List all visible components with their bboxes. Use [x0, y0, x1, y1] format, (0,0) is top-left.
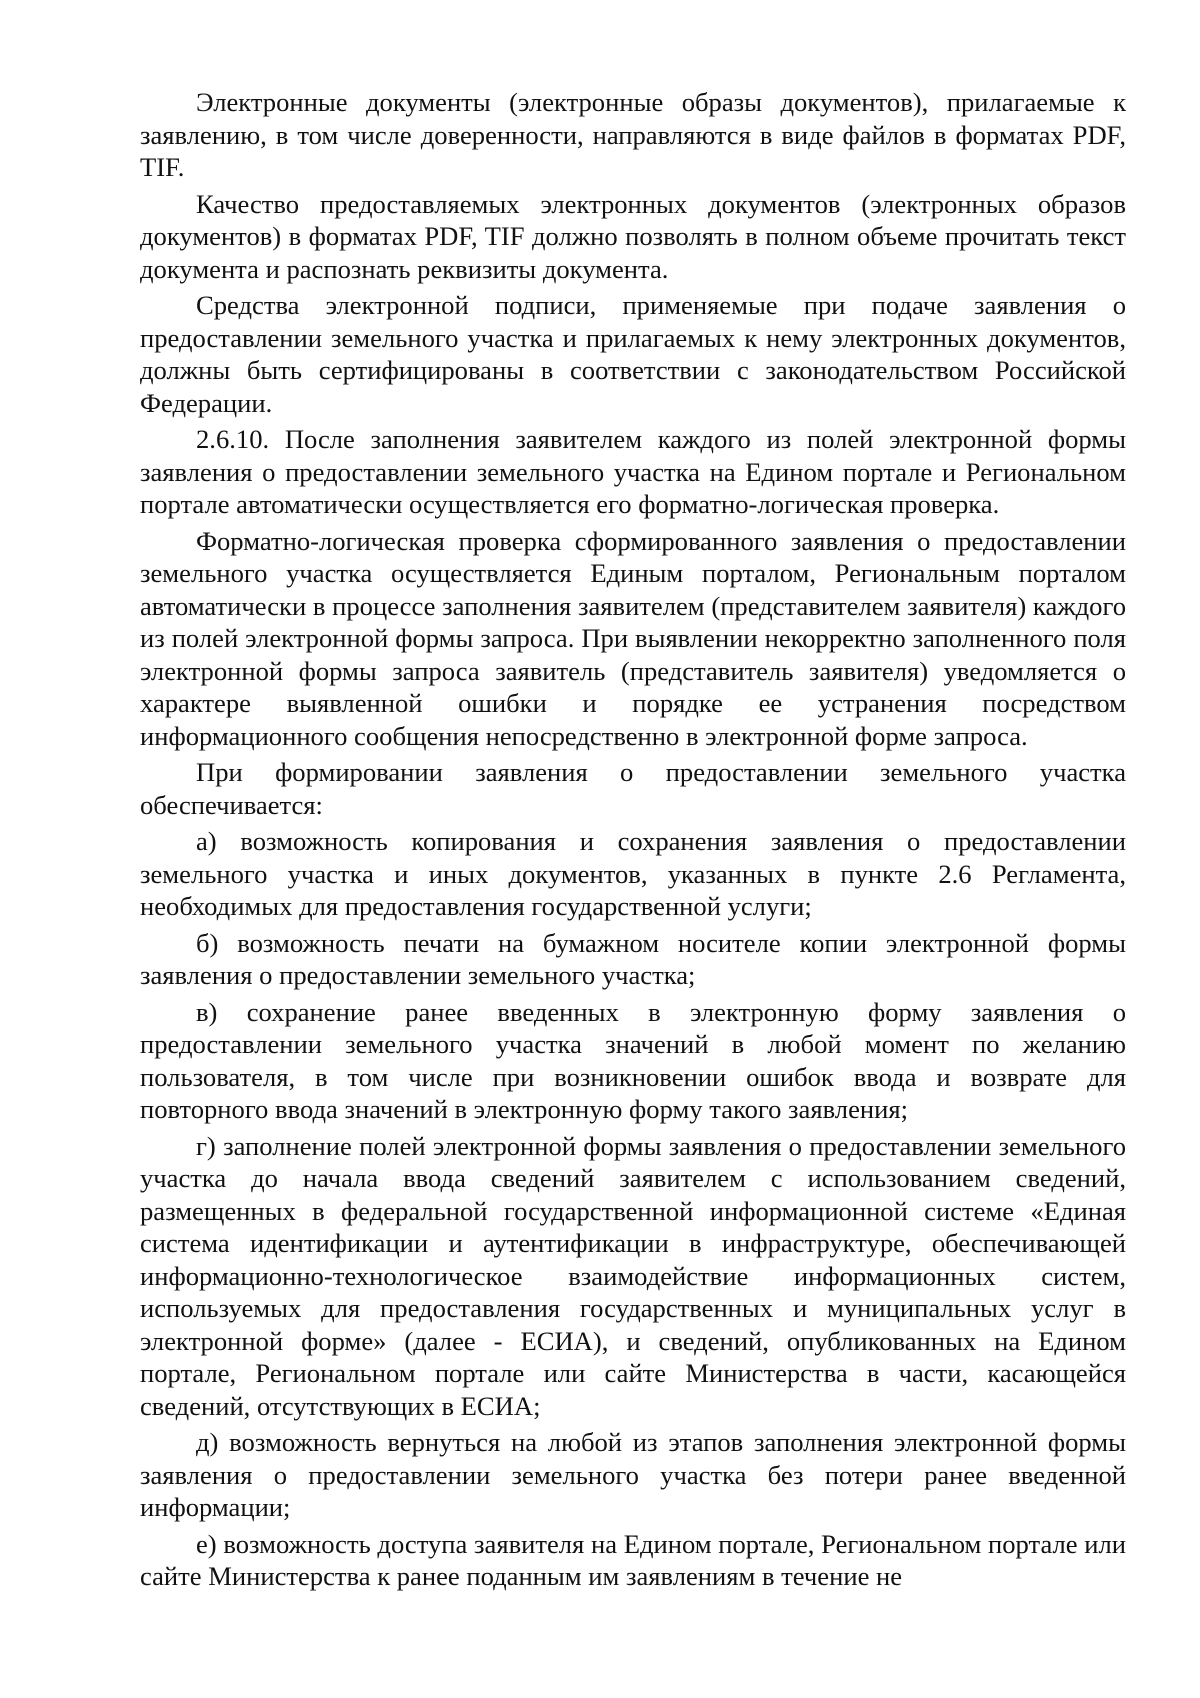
- paragraph-form-provisions-intro: При формировании заявления о предоставлении земельного участка обеспечивается:: [140, 757, 1126, 820]
- list-item-d: д) возможность вернуться на любой из этапов заполнения электронной формы заявления о предоставлении земельного участка без потери ранее введенной информации;: [140, 1427, 1126, 1522]
- paragraph-document-quality: Качество предоставляемых электронных документов (электронных образов документов) в форматах PDF, TIF должно позволять в полном объеме прочитать текст документа и распознать реквизиты документа.: [140, 188, 1126, 284]
- list-item-b: б) возможность печати на бумажном носителе копии электронной формы заявления о предоставлении земельного участка;: [140, 927, 1126, 990]
- list-item-v: в) сохранение ранее введенных в электронную форму заявления о предоставлении земельного участка значений в любой момент по желанию пользователя, в том числе при возникновении ошибок ввода и возврате для повторного ввода значений в электронную форму такого заявления;: [140, 996, 1126, 1124]
- document-body: [140, 86, 1126, 1593]
- list-item-g: г) заполнение полей электронной формы заявления о предоставлении земельного участка до начала ввода сведений заявителем с использованием сведений, размещенных в федеральной государственной информационной системе «Единая система идентификации и аутентификации в инфраструктуре, обеспечивающей информационно-технологическое взаимодействие информационных систем, используемых для предоставления государственных и муниципальных услуг в электронной форме» (далее - ЕСИА), и сведений, опубликованных на Едином портале, Региональном портале или сайте Министерства в части, касающейся сведений, отсутствующих в ЕСИА;: [140, 1130, 1126, 1421]
- list-item-a: а) возможность копирования и сохранения заявления о предоставлении земельного участка и иных документов, указанных в пункте 2.6 Регламента, необходимых для предоставления государственной услуги;: [140, 826, 1126, 921]
- list-item-e: е) возможность доступа заявителя на Едином портале, Региональном портале или сайте Министерства к ранее поданным им заявлениям в течение не: [140, 1528, 1126, 1591]
- paragraph-format-logical-check: Форматно-логическая проверка сформированного заявления о предоставлении земельного участка осуществляется Единым порталом, Региональным порталом автоматически в процессе заполнения заявителем (представителем заявителя) каждого из полей электронной формы запроса. При выявлении некорректно заполненного поля электронной формы запроса заявитель (представитель заявителя) уведомляется о характере выявленной ошибки и порядке ее устранения посредством информационного сообщения непосредственно в электронной форме запроса.: [140, 525, 1126, 751]
- paragraph-2-6-10: 2.6.10. После заполнения заявителем каждого из полей электронной формы заявления о предоставлении земельного участка на Едином портале и Региональном портале автоматически осуществляется его форматно-логическая проверка.: [140, 424, 1126, 519]
- paragraph-electronic-signature: Средства электронной подписи, применяемые при подаче заявления о предоставлении земельного участка и прилагаемых к нему электронных документов, должны быть сертифицированы в соответствии с законодательством Российской Федерации.: [140, 290, 1126, 418]
- paragraph-electronic-documents-formats: Электронные документы (электронные образы документов), прилагаемые к заявлению, в том числе доверенности, направляются в виде файлов в форматах PDF, TIF.: [140, 87, 1126, 182]
